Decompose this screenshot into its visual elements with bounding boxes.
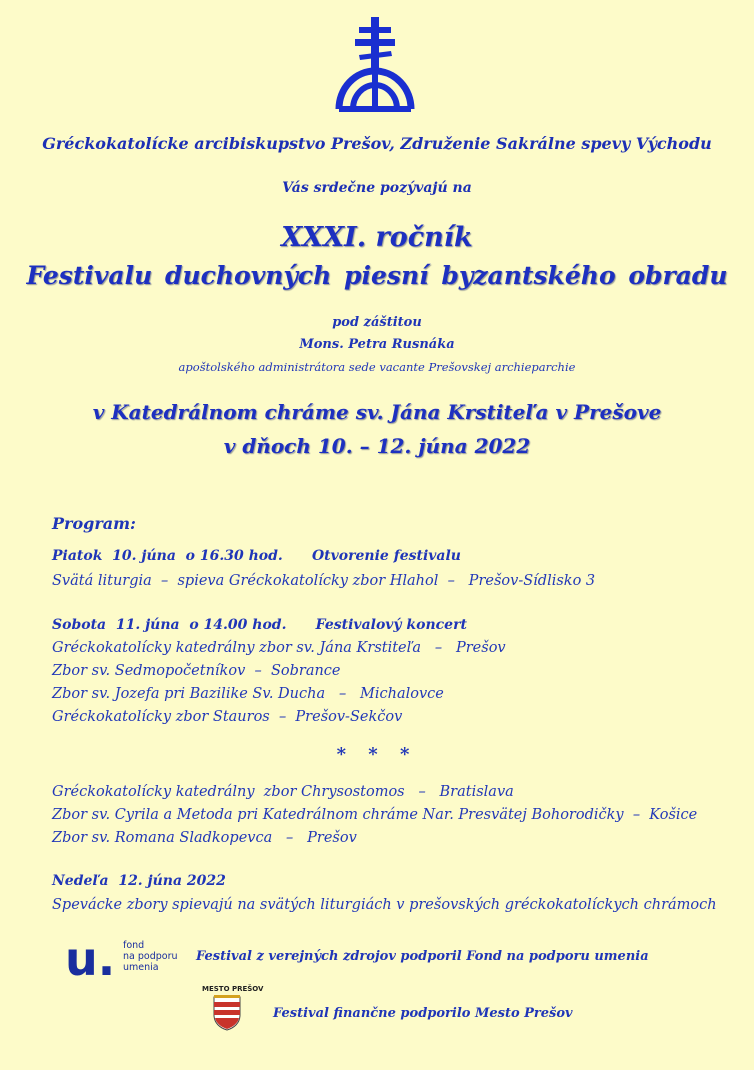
patronage-label: pod záštitou (332, 315, 422, 330)
patron-title: apoštolského administrátora sede vacante Prešovskej archieparchie (178, 360, 576, 374)
fund-support-text: Festival z verejných zdrojov podporil Fond na podporu umenia (196, 949, 649, 964)
list-item: Zbor sv. Cyrila a Metoda pri Katedrálnom chráme Nar. Presvätej Bohorodičky – Košice (52, 807, 698, 823)
friday-heading: Piatok 10. júna o 16.30 hod. Otvorenie festivalu (52, 548, 461, 564)
list-item: Zbor sv. Jozefa pri Bazilike Sv. Ducha – Michalovce (52, 686, 444, 702)
saturday-heading: Sobota 11. júna o 14.00 hod. Festivalový koncert (52, 617, 467, 633)
fund-logo-letter: u. (65, 932, 116, 986)
fund-logo (55, 932, 185, 992)
fund-logo-line: fond (123, 940, 145, 951)
festival-dates: v dňoch 10. – 12. júna 2022 (223, 434, 531, 458)
list-item: Zbor sv. Romana Sladkopevca – Prešov (52, 830, 357, 846)
list-item: Gréckokatolícky katedrálny zbor Chrysostomos – Bratislava (52, 784, 514, 800)
list-item: Gréckokatolícky zbor Stauros – Prešov-Sekčov (52, 709, 403, 725)
separator-stars: * * * (336, 744, 418, 765)
byzantine-cross-dome-icon (335, 15, 415, 113)
fund-logo-line: umenia (123, 962, 159, 973)
list-item: Spevácke zbory spievajú na svätých liturgiách v prešovských gréckokatolíckych chrámoch (52, 897, 717, 913)
city-support-text: Festival finančne podporilo Mesto Prešov (273, 1006, 573, 1021)
sunday-heading: Nedeľa 12. júna 2022 (52, 873, 226, 889)
invitation: Vás srdečne pozývajú na (282, 180, 472, 196)
edition-title: XXXI. ročník (281, 222, 473, 253)
patron-name: Mons. Petra Rusnáka (299, 337, 455, 352)
city-label: MESTO PREŠOV (202, 985, 264, 993)
list-item: Svätá liturgia – spieva Gréckokatolícky zbor Hlahol – Prešov-Sídlisko 3 (52, 573, 596, 589)
venue: v Katedrálnom chráme sv. Jána Krstiteľa v Prešove (92, 400, 662, 424)
program-label: Program: (52, 514, 136, 533)
organizers: Gréckokatolícke arcibiskupstvo Prešov, Združenie Sakrálne spevy Východu (42, 134, 712, 153)
fund-logo-line: na podporu (123, 951, 178, 962)
list-item: Gréckokatolícky katedrálny zbor sv. Jána Krstiteľa – Prešov (52, 640, 506, 656)
fund-logo-text (123, 940, 178, 973)
festival-name: Festivalu duchovných piesní byzantského obradu (26, 261, 728, 290)
list-item: Zbor sv. Sedmopočetníkov – Sobrance (52, 663, 341, 679)
city-crest-icon (212, 995, 242, 1031)
